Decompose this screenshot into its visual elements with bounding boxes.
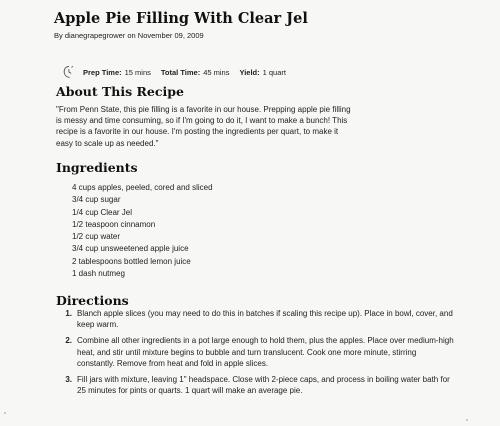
scan-speck (4, 412, 6, 414)
ingredient-item: 1 dash nutmeg (72, 269, 125, 279)
step-text: Combine all other ingredients in a pot large enough to hold them, plus the apples. Place over medium-high heat, and stir until mixture begins to bubble and turn translucent. Cook one more minute, stirring constantly. Remove from heat and fold in apple slices. (77, 336, 454, 368)
step-text: Blanch apple slices (you may need to do this in batches if scaling this recipe up). Place in bowl, cover, and keep warm. (77, 309, 453, 330)
about-heading: About This Recipe (56, 84, 184, 99)
ingredient-item: 3/4 cup unsweetened apple juice (72, 244, 189, 254)
ingredient-item: 1/2 teaspoon cinnamon (72, 219, 156, 229)
ingredient-item: 1/2 cup water (72, 232, 121, 242)
step-number: 1. (65, 309, 72, 318)
direction-step (56, 308, 456, 330)
step-number: 2. (65, 336, 72, 346)
total-time-value: 45 mins (203, 67, 230, 77)
direction-step (56, 335, 456, 369)
ingredient-item: 3/4 cup sugar (72, 195, 121, 205)
ingredient-item: 4 cups apples, peeled, cored and sliced (72, 183, 213, 192)
total-time (161, 68, 230, 77)
ingredients-list (72, 182, 213, 280)
directions-heading: Directions (56, 293, 129, 308)
prep-time (83, 68, 151, 77)
ingredient-item: 2 tablespoons bottled lemon juice (72, 256, 191, 266)
step-text: Fill jars with mixture, leaving 1" headspace. Close with 2-piece caps, and process in boiling water bath for 25 minutes for pints or quarts. 1 quart will make an average pie. (77, 375, 450, 396)
directions-list (56, 308, 456, 401)
yield (239, 68, 286, 77)
yield-value: 1 quart (262, 67, 286, 77)
recipe-byline: By dianegrapegrower on November 09, 2009 (54, 31, 204, 40)
clock-icon (62, 65, 76, 79)
prep-time-label: Prep Time: (83, 67, 122, 77)
ingredients-heading: Ingredients (56, 160, 138, 175)
direction-step (56, 374, 456, 396)
recipe-title: Apple Pie Filling With Clear Jel (54, 10, 308, 27)
ingredient-item: 1/4 cup Clear Jel (72, 207, 133, 217)
scan-speck (466, 419, 468, 421)
total-time-label: Total Time: (160, 67, 201, 77)
recipe-times (62, 65, 296, 79)
about-text: "From Penn State, this pie filling is a favorite in our house. Prepping apple pie filling is messy and time consuming, so if I'm going to do it, I want to make a bunch! This recipe is a favorite in our house. I'm posting the ingredients per quart, to make it easy to scale up as needed." (56, 105, 351, 148)
step-number: 3. (65, 375, 72, 385)
yield-label: Yield: (239, 67, 260, 77)
prep-time-value: 15 mins (124, 67, 151, 77)
